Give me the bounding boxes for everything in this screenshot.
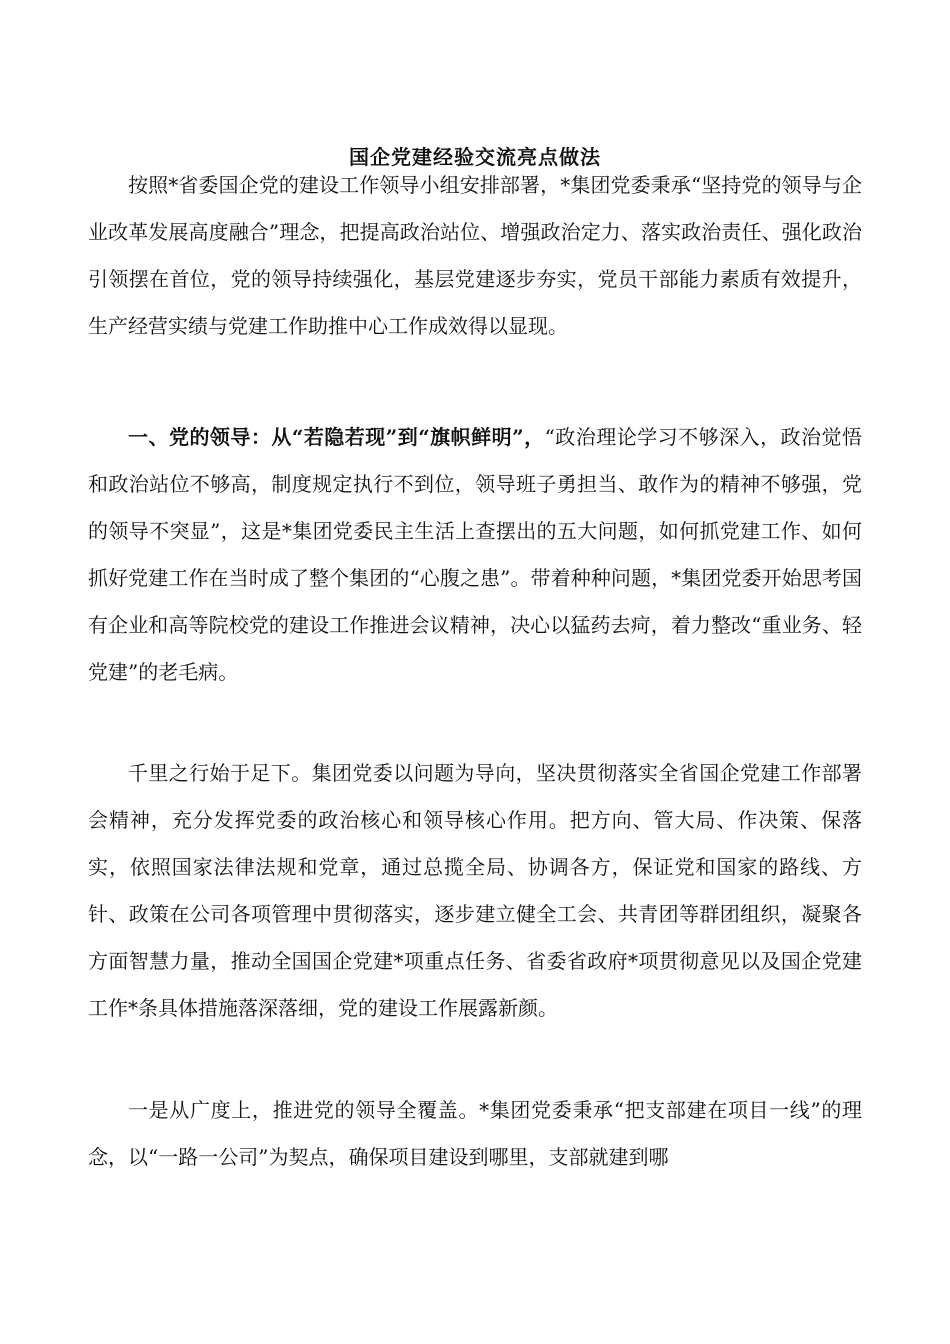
paragraph-text: 一是从广度上，推进党的领导全覆盖。*集团党委秉承“把支部建在项目一线”的理念，以“一路一公司”为契点，确保项目建设到哪里，支部就建到哪 <box>88 1098 862 1169</box>
section-heading: 一、党的领导：从“若隐若现”到“旗帜鲜明”， <box>128 425 545 449</box>
document-title: 国企党建经验交流亮点做法 <box>349 145 601 169</box>
paragraph-text: 千里之行始于足下。集团党委以问题为导向，坚决贯彻落实全省国企党建工作部署会精神，充分发挥党委的政治核心和领导核心作用。把方向、管大局、作决策、保落实，依照国家法律法规和党章，通过总揽全局、协调各方，保证党和国家的路线、方针、政策在公司各项管理中贯彻落实，逐步建立健全工会、共青团等群团组织，凝聚各方面智慧力量，推动全国国企党建*项重点任务、省委省政府*项贯彻意见以及国企党建工作*条具体措施落深落细，党的建设工作展露新颜。 <box>88 761 862 1020</box>
paragraph-implementation <box>88 750 862 1032</box>
paragraph-coverage <box>88 1087 862 1181</box>
paragraph-section-one <box>88 414 862 696</box>
paragraph-text: 按照*省委国企党的建设工作领导小组安排部署，*集团党委秉承“坚持党的领导与企业改革发展高度融合”理念，把提高政治站位、增强政治定力、落实政治责任、强化政治引领摆在首位，党的领导持续强化，基层党建逐步夯实，党员干部能力素质有效提升，生产经营实绩与党建工作助推中心工作成效得以显现。 <box>88 173 862 338</box>
paragraph-text: “政治理论学习不够深入，政治觉悟和政治站位不够高，制度规定执行不到位，领导班子勇担当、敢作为的精神不够强，党的领导不突显”，这是*集团党委民主生活上查摆出的五大问题，如何抓党建工作、如何抓好党建工作在当时成了整个集团的“心腹之患”。带着种种问题，*集团党委开始思考国有企业和高等院校党的建设工作推进会议精神，决心以猛药去疴，着力整改“重业务、轻党建”的老毛病。 <box>88 425 862 684</box>
paragraph-intro <box>88 162 862 350</box>
